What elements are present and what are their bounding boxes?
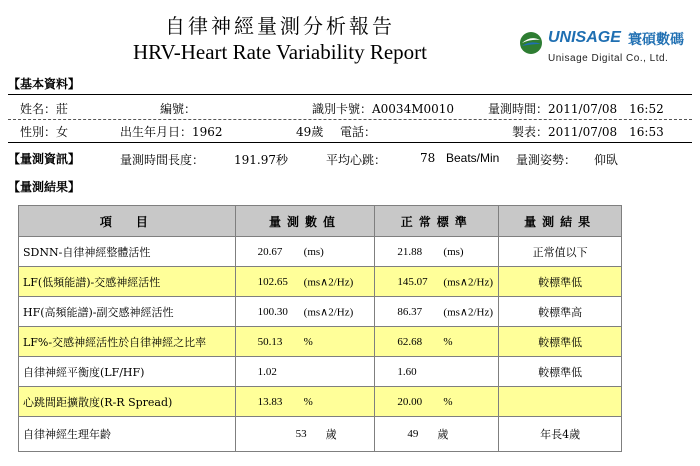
standard-unit: % — [443, 395, 453, 408]
row-result: 較標準低 — [499, 327, 622, 357]
heart-rate-value: 78 — [420, 151, 436, 165]
standard-number: 21.88 — [397, 245, 423, 258]
results-table — [18, 205, 622, 452]
value-unit: % — [303, 395, 313, 408]
value-number: 50.13 — [257, 335, 283, 348]
row-standard — [375, 417, 499, 452]
patient-birth: 出生年月日：1962 — [120, 125, 223, 139]
measure-time: 量測時間：2011/07/08 16:52 — [488, 102, 664, 116]
duration-value: 191.97秒 — [234, 153, 288, 167]
standard-unit: (ms∧2/Hz) — [443, 306, 494, 318]
row-result: 正常值以下 — [499, 237, 622, 267]
row-standard — [375, 267, 499, 297]
row-value — [235, 417, 375, 452]
row-result: 年長4歲 — [499, 417, 622, 452]
logo-brand-zh: 寰碩數碼 — [628, 32, 684, 48]
patient-phone: 電話： — [340, 125, 377, 139]
report-title-zh: 自律神經量測分析報告 — [165, 14, 395, 38]
table-row — [19, 327, 622, 357]
row-standard — [375, 327, 499, 357]
standard-number: 86.37 — [397, 305, 423, 318]
header-standard: 正常標準 — [375, 206, 499, 237]
row-result: 較標準低 — [499, 357, 622, 387]
value-number: 20.67 — [257, 245, 283, 258]
table-row — [19, 267, 622, 297]
header-item: 項 目 — [19, 206, 236, 237]
value-unit: (ms∧2/Hz) — [303, 276, 354, 288]
report-time: 製表：2011/07/08 16:53 — [512, 125, 664, 139]
standard-unit: 歲 — [437, 429, 449, 441]
row-item: HF(高頻能譜)-副交感神經活性 — [19, 297, 236, 327]
table-row — [19, 357, 622, 387]
value-number: 1.02 — [257, 365, 277, 378]
value-number: 102.65 — [257, 275, 288, 288]
results-header-row — [19, 206, 622, 237]
row-standard — [375, 357, 499, 387]
posture-value: 仰臥 — [594, 153, 619, 167]
standard-number: 20.00 — [397, 395, 423, 408]
row-value — [235, 297, 375, 327]
value-number: 13.83 — [257, 395, 283, 408]
row-item: 自律神經平衡度(LF/HF) — [19, 357, 236, 387]
row-item: 心跳間距擴散度(R-R Spread) — [19, 387, 236, 417]
table-row — [19, 387, 622, 417]
patient-serial: 編號： — [160, 102, 197, 116]
value-number: 53 — [295, 428, 307, 440]
row-standard — [375, 387, 499, 417]
row-value — [235, 327, 375, 357]
heart-rate-unit: Beats/Min — [446, 151, 500, 165]
value-number: 100.30 — [257, 305, 288, 318]
header-result: 量測結果 — [499, 206, 622, 237]
patient-gender: 性別：女 — [20, 125, 69, 139]
standard-number: 1.60 — [397, 365, 417, 378]
divider — [8, 119, 692, 120]
standard-unit: % — [443, 335, 453, 348]
company-logo — [518, 26, 688, 74]
table-row — [19, 297, 622, 327]
row-value — [235, 267, 375, 297]
row-result: 較標準低 — [499, 267, 622, 297]
standard-unit: (ms) — [443, 245, 464, 258]
basic-info-heading: 【基本資料】 — [8, 77, 81, 91]
row-item: 自律神經生理年齡 — [19, 417, 236, 452]
value-unit: (ms) — [303, 245, 324, 258]
measure-info-heading: 【量測資訊】 — [8, 152, 81, 166]
standard-number: 145.07 — [397, 275, 428, 288]
heart-rate-label: 平均心跳： — [326, 153, 387, 167]
standard-unit: (ms∧2/Hz) — [443, 276, 494, 288]
duration-label: 量測時間長度： — [120, 153, 205, 167]
patient-age: 49歲 — [296, 125, 324, 139]
row-result — [499, 387, 622, 417]
header-value: 量測數值 — [235, 206, 375, 237]
row-value — [235, 387, 375, 417]
logo-globe-icon — [518, 30, 544, 56]
value-unit: (ms∧2/Hz) — [303, 306, 354, 318]
card-id: 識別卡號：A0034M0010 — [312, 102, 455, 116]
row-item: SDNN-自律神經整體活性 — [19, 237, 236, 267]
row-value — [235, 357, 375, 387]
divider — [8, 142, 692, 143]
row-item: LF(低頻能譜)-交感神經活性 — [19, 267, 236, 297]
row-value — [235, 237, 375, 267]
results-heading: 【量測結果】 — [8, 180, 81, 194]
row-standard — [375, 297, 499, 327]
table-row — [19, 237, 622, 267]
divider — [8, 94, 692, 95]
posture-label: 量測姿勢： — [516, 153, 577, 167]
row-result: 較標準高 — [499, 297, 622, 327]
value-unit: % — [303, 335, 313, 348]
standard-number: 49 — [407, 428, 419, 440]
logo-brand: UNISAGE — [548, 29, 621, 46]
report-title-en: HRV-Heart Rate Variability Report — [132, 40, 427, 64]
standard-number: 62.68 — [397, 335, 423, 348]
logo-subtitle: Unisage Digital Co., Ltd. — [548, 53, 669, 64]
value-unit: 歲 — [325, 429, 337, 441]
row-standard — [375, 237, 499, 267]
patient-name: 姓名：莊 — [20, 102, 69, 116]
table-row — [19, 417, 622, 452]
row-item: LF%-交感神經活性於自律神經之比率 — [19, 327, 236, 357]
